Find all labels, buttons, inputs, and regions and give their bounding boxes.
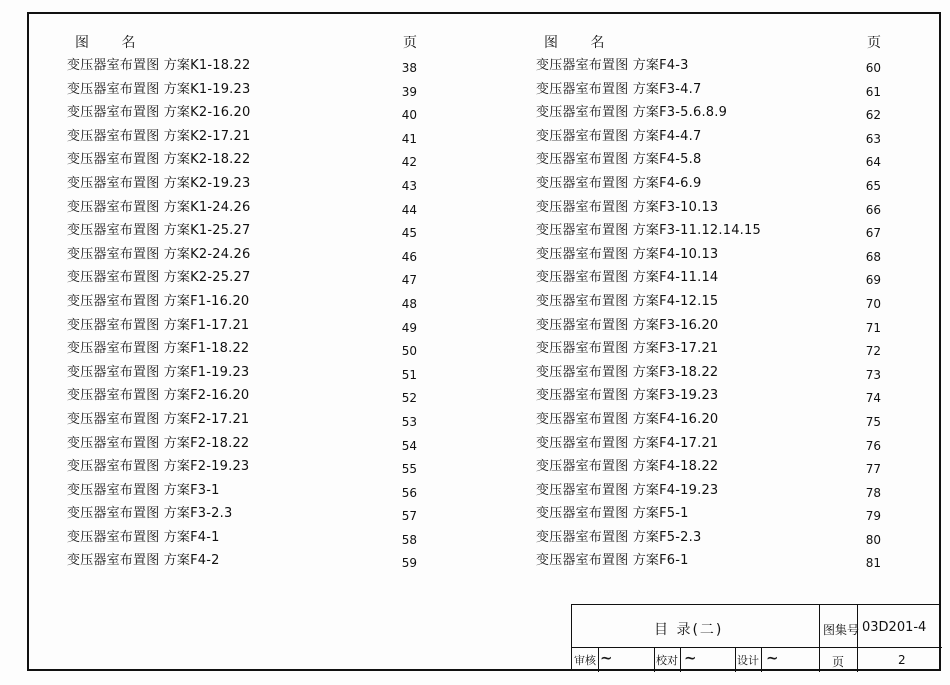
page-number: 50: [401, 344, 417, 359]
drawing-name: 变压器室布置图 方案F2-19.23: [67, 459, 250, 475]
page-number: 53: [401, 414, 417, 429]
column-header: [536, 30, 881, 56]
drawing-name: 变压器室布置图 方案F4-2: [67, 553, 220, 569]
title-block-divider: [654, 647, 655, 672]
index-row: [536, 551, 881, 575]
drawing-name: 变压器室布置图 方案F4-18.22: [536, 459, 719, 475]
index-row: [536, 245, 881, 269]
title-block-divider: [857, 605, 858, 672]
drawing-name: 变压器室布置图 方案K2-19.23: [67, 175, 251, 191]
drawing-name: 变压器室布置图 方案F4-3: [536, 58, 689, 73]
index-row: [67, 457, 417, 481]
title-block-divider: [598, 647, 599, 672]
drawing-name: 变压器室布置图 方案F1-18.22: [67, 341, 250, 357]
page-number: 64: [865, 155, 881, 170]
index-row: [67, 551, 417, 575]
page-number: 48: [401, 296, 417, 311]
drawing-name: 变压器室布置图 方案F3-18.22: [536, 364, 719, 380]
page-number: 41: [401, 131, 417, 146]
drawing-name: 变压器室布置图 方案F3-1: [67, 482, 220, 498]
drawing-name: 变压器室布置图 方案F6-1: [536, 553, 689, 569]
index-row: [67, 292, 417, 316]
drawing-name: 变压器室布置图 方案F4-17.21: [536, 435, 719, 451]
index-column-left: [67, 30, 417, 575]
page-number: 63: [865, 131, 881, 146]
page-number: 55: [401, 462, 417, 477]
page-number: 38: [401, 61, 417, 75]
index-row: [536, 410, 881, 434]
drawing-name: 变压器室布置图 方案F4-4.7: [536, 128, 702, 144]
drawing-name: 变压器室布置图 方案F4-19.23: [536, 482, 719, 498]
page-number: 42: [401, 155, 417, 170]
index-row: [536, 292, 881, 316]
index-row: [536, 56, 881, 80]
reviewer-signature: ~: [600, 649, 613, 667]
index-row: [536, 339, 881, 363]
atlas-number-label: 图集号: [823, 623, 860, 637]
drawing-name: 变压器室布置图 方案F2-18.22: [67, 435, 250, 451]
checker-signature: ~: [684, 649, 697, 667]
page-number: 74: [865, 391, 881, 406]
index-row: [67, 150, 417, 174]
drawing-name: 变压器室布置图 方案F3-19.23: [536, 388, 719, 404]
drawing-name: 变压器室布置图 方案F1-19.23: [67, 364, 250, 380]
title-block-divider: [680, 647, 681, 672]
index-row: [536, 150, 881, 174]
index-row: [67, 410, 417, 434]
page-number: 40: [401, 108, 417, 123]
page-number: 47: [401, 273, 417, 288]
atlas-number: 03D201-4: [862, 620, 927, 635]
drawing-name: 变压器室布置图 方案F4-12.15: [536, 293, 719, 309]
page-number: 46: [401, 249, 417, 264]
page-number: 68: [865, 249, 881, 264]
designer-signature: ~: [766, 649, 779, 667]
page-number: 65: [865, 178, 881, 193]
index-row: [67, 221, 417, 245]
index-row: [67, 80, 417, 104]
page-number: 66: [865, 202, 881, 217]
page-number: 60: [865, 61, 881, 75]
index-row: [67, 481, 417, 505]
index-row: [67, 127, 417, 151]
sheet-title: 目 录(二): [654, 622, 724, 638]
index-row: [67, 56, 417, 80]
page-number: 69: [865, 273, 881, 288]
drawing-name: 变压器室布置图 方案F5-1: [536, 506, 689, 522]
drawing-name: 变压器室布置图 方案K1-18.22: [67, 58, 251, 73]
index-row: [536, 386, 881, 410]
index-row: [536, 434, 881, 458]
drawing-name: 变压器室布置图 方案F4-10.13: [536, 246, 719, 262]
page-number: 79: [865, 509, 881, 524]
index-row: [536, 127, 881, 151]
page-label: 页: [832, 655, 845, 669]
header-drawing-name: 图 名: [75, 35, 150, 51]
header-page: 页: [403, 35, 417, 51]
drawing-name: 变压器室布置图 方案K1-25.27: [67, 223, 251, 239]
index-row: [536, 103, 881, 127]
page-number: 54: [401, 438, 417, 453]
index-row: [536, 268, 881, 292]
drawing-name: 变压器室布置图 方案F3-11.12.14.15: [536, 223, 761, 239]
drawing-name: 变压器室布置图 方案F4-1: [67, 529, 220, 545]
page-number: 57: [401, 509, 417, 524]
page-number: 59: [401, 556, 417, 571]
drawing-name: 变压器室布置图 方案F3-4.7: [536, 81, 702, 97]
page-number: 51: [401, 367, 417, 382]
page-number: 70: [865, 296, 881, 311]
drawing-name: 变压器室布置图 方案F4-11.14: [536, 270, 719, 286]
page-number: 44: [401, 202, 417, 217]
drawing-name: 变压器室布置图 方案F2-17.21: [67, 411, 250, 427]
index-row: [536, 198, 881, 222]
index-row: [67, 363, 417, 387]
index-row: [67, 198, 417, 222]
page-number: 77: [865, 462, 881, 477]
index-row: [536, 316, 881, 340]
drawing-name: 变压器室布置图 方案F3-5.6.8.9: [536, 105, 728, 121]
drawing-name: 变压器室布置图 方案F1-17.21: [67, 317, 250, 333]
page-number: 81: [865, 556, 881, 571]
index-row: [67, 434, 417, 458]
index-row: [67, 386, 417, 410]
page-number: 56: [401, 485, 417, 500]
page-number: 58: [401, 532, 417, 547]
page-number: 75: [865, 414, 881, 429]
index-row: [536, 528, 881, 552]
index-row: [536, 80, 881, 104]
drawing-name: 变压器室布置图 方案F3-2.3: [67, 506, 233, 522]
page-number: 39: [401, 84, 417, 99]
index-row: [536, 504, 881, 528]
index-row: [536, 221, 881, 245]
drawing-name: 变压器室布置图 方案K2-17.21: [67, 128, 251, 144]
page-number: 78: [865, 485, 881, 500]
drawing-name: 变压器室布置图 方案F4-16.20: [536, 411, 719, 427]
drawing-name: 变压器室布置图 方案K2-16.20: [67, 105, 251, 121]
page-number: 72: [865, 344, 881, 359]
drawing-name: 变压器室布置图 方案F2-16.20: [67, 388, 250, 404]
header-drawing-name: 图 名: [544, 35, 619, 51]
index-column-right: [536, 30, 881, 575]
drawing-name: 变压器室布置图 方案K2-18.22: [67, 152, 251, 168]
index-row: [536, 481, 881, 505]
title-block: [571, 604, 941, 671]
drawing-name: 变压器室布置图 方案F3-10.13: [536, 199, 719, 215]
index-row: [67, 245, 417, 269]
title-block-divider: [572, 647, 942, 648]
drawing-name: 变压器室布置图 方案F3-17.21: [536, 341, 719, 357]
title-block-divider: [735, 647, 736, 672]
index-row: [67, 174, 417, 198]
title-block-divider: [819, 605, 820, 672]
index-row: [536, 174, 881, 198]
page-number: 45: [401, 226, 417, 241]
index-row: [536, 457, 881, 481]
drawing-name: 变压器室布置图 方案K2-25.27: [67, 270, 251, 286]
page-number: 52: [401, 391, 417, 406]
index-row: [536, 363, 881, 387]
page-number: 73: [865, 367, 881, 382]
page-number: 61: [865, 84, 881, 99]
index-row: [67, 316, 417, 340]
drawing-name: 变压器室布置图 方案F1-16.20: [67, 293, 250, 309]
page-number: 71: [865, 320, 881, 335]
page-number: 2: [898, 653, 906, 667]
index-row: [67, 268, 417, 292]
page-number: 67: [865, 226, 881, 241]
drawing-name: 变压器室布置图 方案F4-5.8: [536, 152, 702, 168]
column-header: [67, 30, 417, 56]
drawing-name: 变压器室布置图 方案K1-19.23: [67, 81, 251, 97]
index-row: [67, 528, 417, 552]
index-row: [67, 504, 417, 528]
page-number: 49: [401, 320, 417, 335]
page-number: 43: [401, 178, 417, 193]
drawing-name: 变压器室布置图 方案F3-16.20: [536, 317, 719, 333]
header-page: 页: [867, 35, 881, 51]
drawing-name: 变压器室布置图 方案K2-24.26: [67, 246, 251, 262]
drawing-name: 变压器室布置图 方案K1-24.26: [67, 199, 251, 215]
drawing-name: 变压器室布置图 方案F5-2.3: [536, 529, 702, 545]
page-number: 80: [865, 532, 881, 547]
design-label: 设计: [737, 654, 759, 667]
page-number: 76: [865, 438, 881, 453]
title-block-divider: [761, 647, 762, 672]
review-label: 审核: [574, 654, 596, 667]
index-row: [67, 103, 417, 127]
check-label: 校对: [656, 654, 678, 667]
drawing-name: 变压器室布置图 方案F4-6.9: [536, 175, 702, 191]
index-row: [67, 339, 417, 363]
page-number: 62: [865, 108, 881, 123]
